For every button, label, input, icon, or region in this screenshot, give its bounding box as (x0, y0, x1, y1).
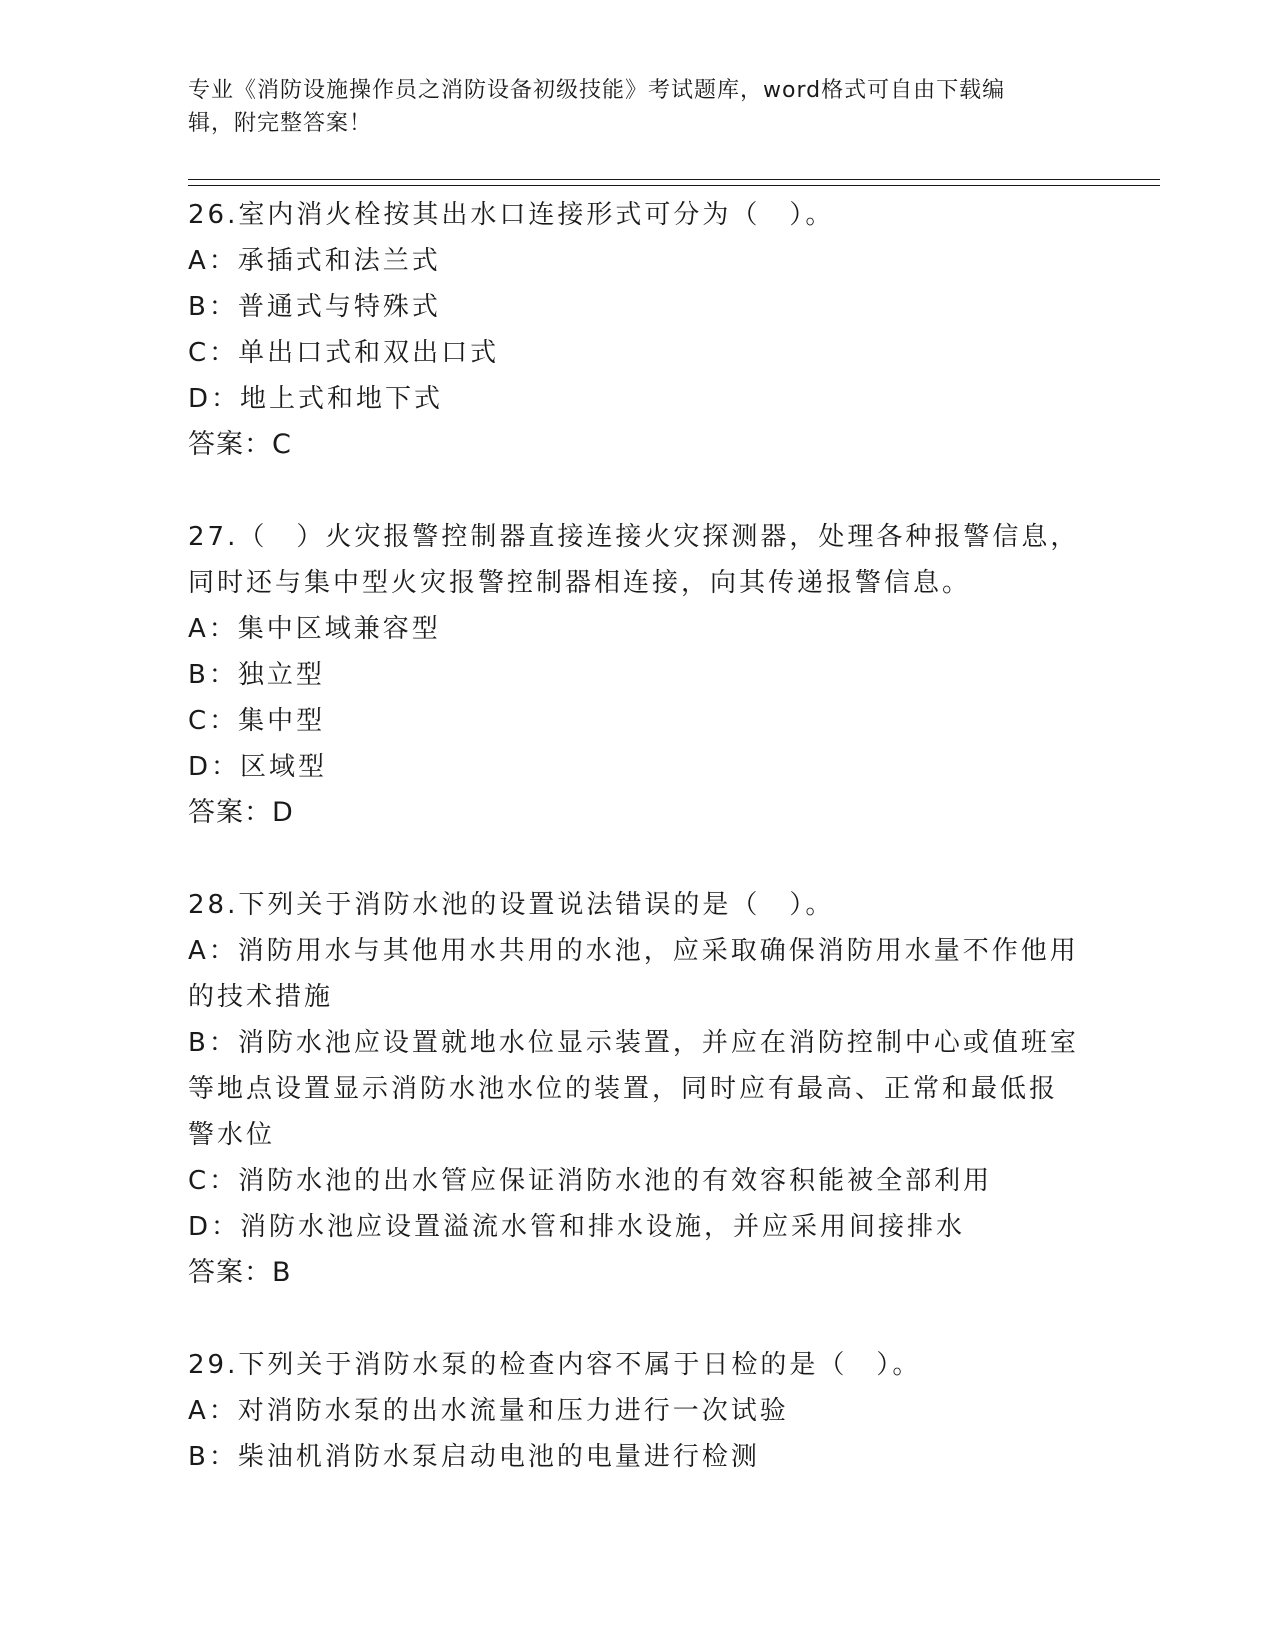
option-b-continued: 等地点设置显示消防水池水位的装置，同时应有最高、正常和最低报 (188, 1074, 1059, 1104)
option-a: A：集中区域兼容型 (188, 614, 441, 644)
question-stem: 27.（ ）火灾报警控制器直接连接火灾探测器，处理各种报警信息， (188, 522, 1080, 552)
question-stem: 29.下列关于消防水泵的检查内容不属于日检的是（ ）。 (188, 1350, 922, 1380)
question-list (188, 192, 1088, 1480)
question-stem: 28.下列关于消防水池的设置说法错误的是（ ）。 (188, 890, 835, 920)
option-c: C：消防水池的出水管应保证消防水池的有效容积能被全部利用 (188, 1166, 993, 1196)
option-b: B：独立型 (188, 660, 325, 690)
header-line-1: 专业《消防设施操作员之消防设备初级技能》考试题库，word格式可自由下载编 (188, 78, 1006, 103)
document-header (188, 74, 1068, 140)
question-stem: 26.室内消火栓按其出水口连接形式可分为（ ）。 (188, 200, 835, 230)
question-28 (188, 882, 1088, 1296)
option-a: A：消防用水与其他用水共用的水池，应采取确保消防用水量不作他用 (188, 936, 1079, 966)
header-rule-top (188, 179, 1160, 180)
option-d: D：地上式和地下式 (188, 384, 444, 414)
option-a: A：对消防水泵的出水流量和压力进行一次试验 (188, 1396, 789, 1426)
header-line-2: 辑，附完整答案！ (188, 111, 373, 136)
question-26 (188, 192, 1088, 468)
header-rule-bottom (188, 185, 1160, 186)
option-b-continued: 警水位 (188, 1120, 276, 1150)
question-stem-continued: 同时还与集中型火灾报警控制器相连接，向其传递报警信息。 (188, 568, 972, 598)
answer-line: 答案：B (188, 1257, 292, 1288)
option-c: C：单出口式和双出口式 (188, 338, 500, 368)
question-27 (188, 514, 1088, 836)
option-b: B：柴油机消防水泵启动电池的电量进行检测 (188, 1442, 760, 1472)
option-c: C：集中型 (188, 706, 326, 736)
question-29 (188, 1342, 1088, 1480)
option-b: B：消防水池应设置就地水位显示装置，并应在消防控制中心或值班室 (188, 1028, 1079, 1058)
option-d: D：区域型 (188, 752, 328, 782)
option-b: B：普通式与特殊式 (188, 292, 441, 322)
answer-line: 答案：D (188, 797, 294, 828)
option-d: D：消防水池应设置溢流水管和排水设施，并应采用间接排水 (188, 1212, 966, 1242)
option-a: A：承插式和法兰式 (188, 246, 441, 276)
answer-line: 答案：C (188, 429, 292, 460)
option-a-continued: 的技术措施 (188, 982, 334, 1012)
